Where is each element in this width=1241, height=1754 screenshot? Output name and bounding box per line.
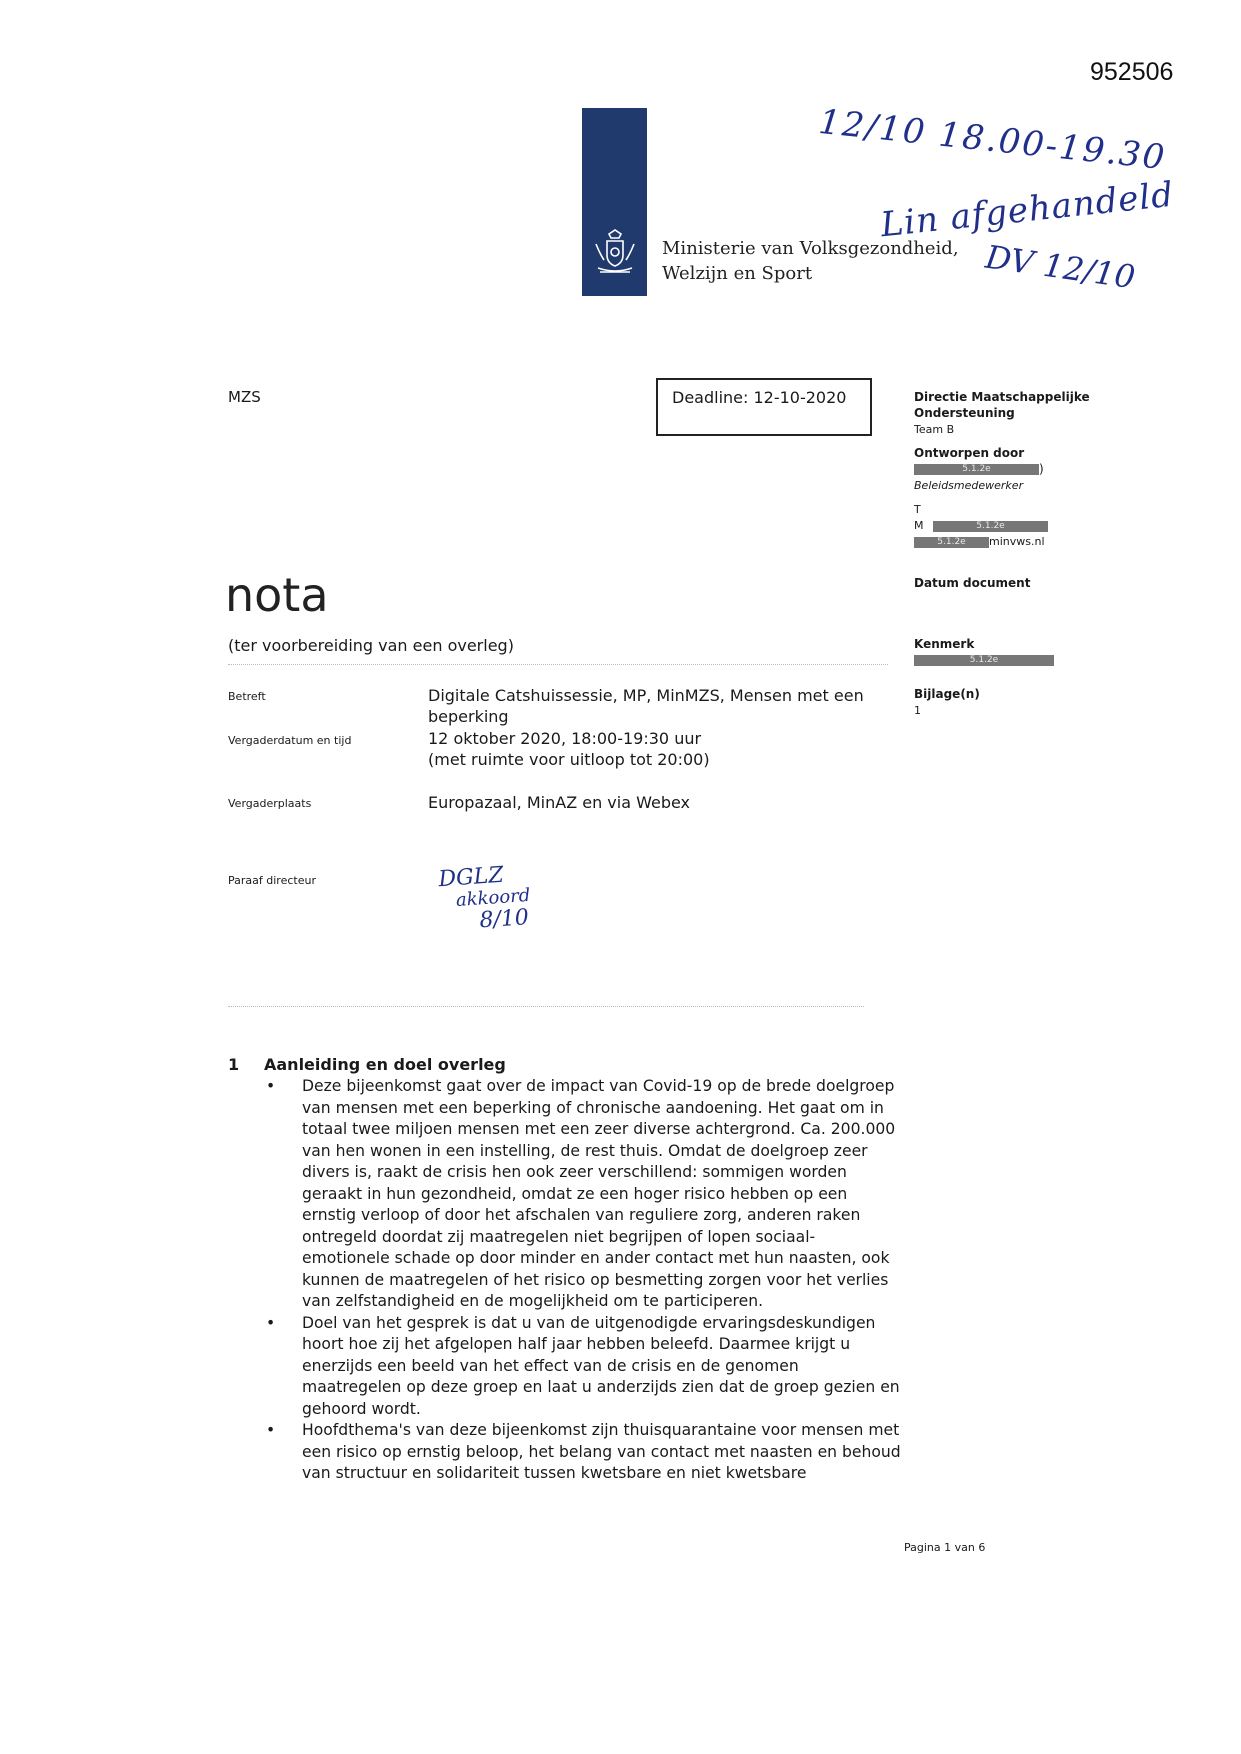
author-role: Beleidsmedewerker <box>914 479 1024 492</box>
phone-label: T <box>914 503 921 516</box>
paraaf-label: Paraaf directeur <box>228 874 316 887</box>
mobile-label: M <box>914 519 924 532</box>
sidebar-bijlage <box>914 686 1164 719</box>
document-subtitle: (ter voorbereiding van een overleg) <box>228 636 514 655</box>
ministry-logo <box>582 108 647 296</box>
sidebar-contact <box>914 502 1164 550</box>
ministry-name-line2: Welzijn en Sport <box>662 263 813 284</box>
team-name: Team B <box>914 423 955 436</box>
handwritten-initials: DV 12/10 <box>983 237 1138 297</box>
list-item: • Doel van het gesprek is dat u van de uitgenodigde ervaringsdeskundigen hoort hoe zij het afgelopen half jaar hebben beleefd. Daarmee krijgt u enerzijds een beeld van het effect van de crisis en de genomen maatregelen op deze groep en laat u anderzijds zien dat de groep gezien en gehoord wordt. <box>266 1313 900 1418</box>
designed-by-label: Ontworpen door <box>914 446 1025 460</box>
meeting-date-value <box>428 728 888 770</box>
meeting-date-line2: (met ruimte voor uitloop tot 20:00) <box>428 750 710 769</box>
date-label: Datum document <box>914 576 1031 590</box>
bijlage-value: 1 <box>914 704 921 717</box>
section-heading <box>228 1055 506 1074</box>
sidebar-kenmerk <box>914 636 1164 668</box>
sidebar-date <box>914 575 1164 591</box>
redacted-kenmerk: 5.1.2e <box>914 655 1054 666</box>
meeting-place-value: Europazaal, MinAZ en via Webex <box>428 793 691 812</box>
handwritten-status: Lin afgehandeld <box>878 174 1176 246</box>
list-item: • Deze bijeenkomst gaat over de impact van Covid-19 op de brede doelgroep van mensen met een beperking of chronische aandoening. Het gaat om in totaal twee miljoen mensen met een zeer diverse achtergrond. Ca. 200.000 van hen wonen in een instelling, de rest thuis. Omdat de doelgroep zeer divers is, raakt de crisis hen ook zeer verschillend: sommigen worden geraakt in hun gezondheid, omdat ze een hoger risico hebben op een ernstig verloop of door het afschalen van reguliere zorg, anderen raken ontregeld doordat zij maatregelen niet begrijpen of lopen sociaal-emotionele schade op door minder en ander contact met hun naasten, ook kunnen de maatregelen of het risico op besmetting zorgen voor het verlies van zelfstandigheid en de mogelijkheid om te participeren. <box>266 1077 896 1310</box>
divider <box>228 664 888 665</box>
paraaf-line2: akkoord <box>455 884 531 912</box>
handwritten-paraaf <box>438 863 533 935</box>
page-number: Pagina 1 van 6 <box>904 1541 986 1554</box>
department-line1: Directie Maatschappelijke <box>914 390 1090 404</box>
meeting-place-label: Vergaderplaats <box>228 797 312 810</box>
redacted-email: 5.1.2e <box>914 537 989 548</box>
divider <box>228 1006 864 1007</box>
bullet-list <box>262 1076 902 1485</box>
department-code: MZS <box>228 388 261 406</box>
ministry-name-line1: Ministerie van Volksgezondheid, <box>662 238 959 259</box>
meeting-date-label: Vergaderdatum en tijd <box>228 734 352 747</box>
email-suffix: minvws.nl <box>989 535 1045 548</box>
deadline-box: Deadline: 12-10-2020 <box>656 378 872 436</box>
ministry-name <box>662 236 959 286</box>
list-item: • Hoofdthema's van deze bijeenkomst zijn thuisquarantaine voor mensen met een risico op ernstig beloop, het belang van contact met naasten en behoud van structuur en solidariteit tussen kwetsbare en niet kwetsbare <box>266 1421 901 1482</box>
document-title: nota <box>225 568 329 622</box>
kenmerk-label: Kenmerk <box>914 637 975 651</box>
redacted-mobile: 5.1.2e <box>933 521 1048 532</box>
betreft-value: Digitale Catshuissessie, MP, MinMZS, Mensen met een beperking <box>428 686 864 726</box>
section-number: 1 <box>228 1055 240 1074</box>
bijlage-label: Bijlage(n) <box>914 687 980 701</box>
coat-of-arms-icon <box>590 228 640 278</box>
sidebar-author: Ontworpen door 5.1.2e ) Beleidsmedewerker <box>914 446 1044 492</box>
sidebar-department <box>914 389 1164 438</box>
department-line2: Ondersteuning <box>914 406 1015 420</box>
meeting-date-line1: 12 oktober 2020, 18:00-19:30 uur <box>428 729 702 748</box>
section-title: Aanleiding en doel overleg <box>264 1055 506 1074</box>
handwritten-meeting-time: 12/10 18.00-19.30 <box>816 101 1169 179</box>
redacted-name: 5.1.2e <box>914 464 1039 475</box>
paraaf-line1: DGLZ <box>437 862 505 893</box>
betreft-label: Betreft <box>228 690 266 703</box>
document-number: 952506 <box>1090 58 1174 86</box>
paraaf-line3: 8/10 <box>478 905 530 934</box>
